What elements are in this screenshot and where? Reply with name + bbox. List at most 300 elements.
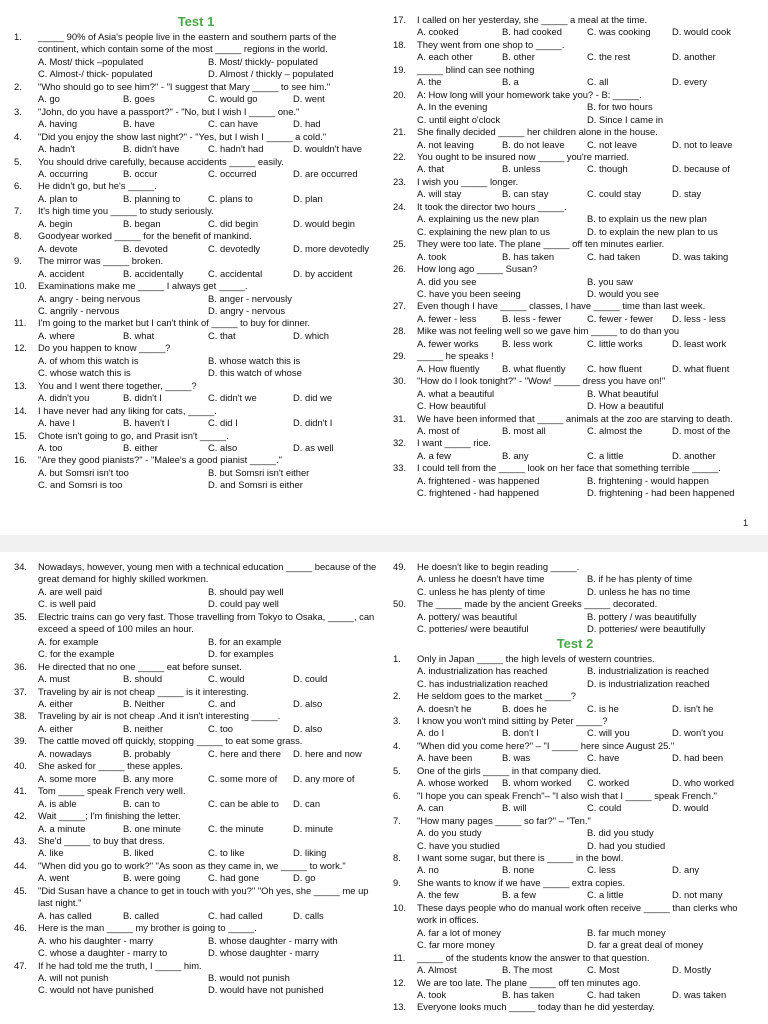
answer-option: B. far much money — [587, 926, 666, 938]
answer-option: C. a little — [587, 449, 624, 461]
question-number: 13. — [393, 1001, 407, 1013]
question-item — [14, 611, 378, 636]
answer-option: B. any more — [123, 772, 174, 784]
answer-option: D. liking — [293, 847, 327, 859]
answer-option: A. devote — [38, 242, 78, 254]
answer-option: D. would begin — [293, 217, 356, 229]
question-number: 7. — [393, 814, 401, 826]
question-number: 40. — [14, 760, 28, 772]
answer-option: D. and Somsri is either — [208, 479, 303, 491]
question-text: The cattle moved off quickly, stopping _____ to eat some grass. — [38, 735, 303, 747]
answer-option: D. to explain the new plan to us — [587, 225, 718, 237]
answer-option: A. angry - being nervous — [38, 292, 141, 304]
answer-option: B. planning to — [123, 192, 181, 204]
question-text: Electric trains can go very fast. Those travelling from Tokyo to Osaka, _____, can exceed a speed of 100 miles an hour. — [38, 610, 375, 635]
question-text: Everyone looks much _____ today than he did yesterday. — [417, 1001, 655, 1013]
question-number: 10. — [393, 901, 407, 913]
answer-option: A. accident — [38, 267, 85, 279]
answer-option: B. Most/ thickly- populated — [208, 55, 318, 67]
question-item — [14, 760, 378, 772]
answer-option: C. was cooking — [587, 26, 651, 38]
answer-options — [393, 26, 757, 38]
page1-right-column — [393, 14, 757, 500]
question-number: 39. — [14, 735, 28, 747]
answer-option: C. how fluent — [587, 362, 642, 374]
answer-options — [14, 330, 378, 342]
answer-option: A. too — [38, 441, 63, 453]
answer-option: C. can be able to — [208, 797, 279, 809]
question-text: "Are they good pianists?" - "Malee's a good pianist _____." — [38, 454, 282, 466]
answer-options — [393, 475, 757, 500]
answer-option: A. frightened - was happened — [417, 474, 540, 486]
question-text: Examinations make me _____ I always get _____. — [38, 280, 248, 292]
answer-option: A. the — [417, 76, 442, 88]
answer-option: B. what — [123, 329, 155, 341]
question-text: We have been informed that _____ animals at the zoo are starving to death. — [417, 412, 733, 424]
question-text: Traveling by air is not cheap _____ is it interesting. — [38, 685, 249, 697]
question-number: 45. — [14, 884, 28, 896]
page-separator — [0, 535, 768, 552]
question-item — [14, 710, 378, 722]
answer-option: A. In the evening — [417, 101, 488, 113]
answer-options — [14, 798, 378, 810]
answer-option: C. whose watch this is — [38, 367, 131, 379]
answer-option: B. does he — [502, 702, 547, 714]
answer-option: D. plan — [293, 192, 323, 204]
answer-option: D. not many — [672, 889, 723, 901]
answer-option: D. any — [672, 864, 700, 876]
answer-option: D. potteries/ were beautifully — [587, 623, 706, 635]
answer-options — [393, 573, 757, 598]
question-item — [14, 785, 378, 797]
question-number: 1. — [14, 31, 22, 42]
question-item — [393, 14, 757, 26]
answer-option: C. have — [587, 752, 620, 764]
question-text: These days people who do manual work often receive _____ than clerks who work in offices. — [417, 901, 738, 926]
question-number: 25. — [393, 238, 407, 250]
answer-option: A. that — [417, 163, 445, 175]
answer-option: B. one minute — [123, 822, 181, 834]
answer-option: A. for example — [38, 635, 99, 647]
test-1-title: Test 1 — [177, 14, 215, 29]
question-number: 47. — [14, 959, 28, 971]
answer-option: A. occurring — [38, 167, 89, 179]
answer-options — [393, 864, 757, 876]
question-text: _____ of the students know the answer to that question. — [417, 951, 650, 963]
answer-option: D. every — [672, 76, 707, 88]
question-item — [14, 735, 378, 747]
answer-option: D. another — [672, 51, 716, 63]
question-text: I know you won't mind sitting by Peter _____? — [417, 714, 608, 726]
question-number: 5. — [14, 155, 22, 167]
answer-option: C. can have — [208, 118, 259, 130]
answer-option: D. How a beautiful — [587, 400, 664, 412]
answer-option: C. Most — [587, 964, 620, 976]
question-item — [14, 922, 378, 934]
answer-option: C. whose a daughter - marry to — [38, 947, 168, 959]
answer-option: A. not leaving — [417, 138, 474, 150]
answer-option: D. what fluent — [672, 362, 730, 374]
answer-option: B. less work — [502, 337, 553, 349]
answer-option: C. could — [587, 802, 622, 814]
answer-option: A. go — [38, 93, 60, 105]
answer-option: C. would — [208, 673, 245, 685]
question-item — [393, 561, 757, 573]
question-number: 34. — [14, 561, 28, 572]
answer-options — [393, 51, 757, 63]
question-item — [393, 690, 757, 702]
answer-options — [393, 76, 757, 88]
answer-option: A. having — [38, 118, 78, 130]
answer-options — [393, 802, 757, 814]
page2-right-column — [393, 561, 757, 1014]
question-number: 36. — [14, 660, 28, 672]
question-text: She finally decided _____ her children alone in the house. — [417, 126, 658, 138]
answer-options — [14, 773, 378, 785]
question-number: 20. — [393, 88, 407, 100]
answer-option: B. less - fewer — [502, 312, 562, 324]
answer-options — [14, 417, 378, 429]
answer-option: B. would not punish — [208, 971, 290, 983]
question-number: 16. — [14, 454, 28, 466]
answer-option: A. who his daughter - marry — [38, 934, 154, 946]
question-number: 10. — [14, 280, 28, 292]
answer-option: A. explaining us the new plan — [417, 213, 539, 225]
answer-option: A. each other — [417, 51, 473, 63]
question-number: 11. — [393, 951, 406, 963]
answer-option: A. went — [38, 872, 70, 884]
answer-option: D. would you see — [587, 287, 659, 299]
question-text: Nowadays, however, young men with a technical education _____ because of the great demand for highly skilled workmen. — [38, 561, 377, 585]
answer-option: B. Neither — [123, 697, 165, 709]
question-text: Traveling by air is not cheap .And it isn't interesting _____. — [38, 710, 281, 722]
answer-option: C. that — [208, 329, 236, 341]
answer-option: D. less - less — [672, 312, 726, 324]
answer-option: C. explaining the new plan to us — [417, 225, 550, 237]
answer-option: C. fewer - fewer — [587, 312, 654, 324]
answer-option: D. went — [293, 93, 325, 105]
answer-option: A. plan to — [38, 192, 78, 204]
question-item — [393, 263, 757, 275]
answer-option: C. less — [587, 864, 616, 876]
question-number: 8. — [393, 851, 401, 863]
answer-option: D. had been — [672, 752, 724, 764]
answer-option: D. could pay well — [208, 598, 279, 610]
question-item — [14, 106, 378, 118]
answer-option: C. and Somsri is too — [38, 479, 123, 491]
answer-options — [14, 355, 378, 380]
answer-option: C. to like — [208, 847, 245, 859]
answer-option: C. also — [208, 441, 238, 453]
answer-option: A. didn't you — [38, 392, 90, 404]
question-item — [393, 39, 757, 51]
answer-option: C. had taken — [587, 988, 641, 1000]
question-number: 28. — [393, 325, 407, 337]
answer-option: A. what a beautiful — [417, 387, 495, 399]
answer-option: A. has called — [38, 909, 92, 921]
answer-option: B. accidentally — [123, 267, 184, 279]
answer-option: D. had you studied — [587, 839, 666, 851]
answer-option: D. not to leave — [672, 138, 733, 150]
question-item — [393, 201, 757, 213]
answer-option: D. who worked — [672, 777, 735, 789]
question-text: We are too late. The plane _____ off ten minutes ago. — [417, 976, 641, 988]
answer-option: C. all — [587, 76, 609, 88]
answer-option: C. unless he has plenty of time — [417, 585, 546, 597]
answer-option: B. can stay — [502, 188, 549, 200]
question-item — [393, 1001, 757, 1013]
answer-options — [14, 243, 378, 255]
question-number: 26. — [393, 263, 407, 275]
answer-option: D. also — [293, 697, 323, 709]
answer-option: A. fewer - less — [417, 312, 477, 324]
answer-option: A. took — [417, 250, 447, 262]
answer-option: B. none — [502, 864, 535, 876]
answer-option: A. took — [417, 988, 447, 1000]
question-number: 46. — [14, 922, 28, 934]
question-number: 19. — [393, 63, 407, 75]
answer-options — [14, 910, 378, 922]
answer-options — [393, 139, 757, 151]
answer-options — [14, 193, 378, 205]
question-number: 4. — [14, 130, 22, 142]
question-number: 3. — [14, 105, 22, 117]
answer-option: A. pottery/ was beautiful — [417, 610, 518, 622]
answer-option: D. Since I came in — [587, 113, 664, 125]
question-text: A: How long will your homework take you? - B: _____. — [417, 88, 642, 100]
answer-option: B. goes — [123, 93, 155, 105]
question-text: I want _____ rice. — [417, 437, 492, 449]
answer-option: B. probably — [123, 747, 171, 759]
answer-options — [14, 698, 378, 710]
question-text: They were too late. The plane _____ off ten minutes earlier. — [417, 238, 665, 250]
answer-option: B. called — [123, 909, 159, 921]
question-text: She asked for _____ these apples. — [38, 760, 183, 772]
answer-option: A. do I — [417, 727, 445, 739]
question-number: 11. — [14, 317, 27, 329]
answer-option: C. will you — [587, 727, 630, 739]
answer-options — [393, 752, 757, 764]
page1-left-column — [14, 14, 378, 492]
answer-option: A. doesn't he — [417, 702, 472, 714]
answer-option: C. has industrialization reached — [417, 677, 548, 689]
answer-option: B. were going — [123, 872, 181, 884]
answer-options — [393, 251, 757, 263]
question-item — [14, 454, 378, 466]
answer-option: B. most all — [502, 424, 546, 436]
question-item — [393, 462, 757, 474]
answer-option: C. and — [208, 697, 236, 709]
question-text: I'm going to the market but I can't think of _____ to buy for dinner. — [38, 317, 310, 329]
answer-options — [14, 972, 378, 997]
answer-option: B. was — [502, 752, 531, 764]
question-item — [14, 205, 378, 217]
answer-option: D. as well — [293, 441, 334, 453]
question-item — [14, 860, 378, 872]
answer-options — [14, 118, 378, 130]
question-text: Tom _____ speak French very well. — [38, 785, 186, 797]
answer-option: A. far a lot of money — [417, 926, 501, 938]
answer-option: B. any — [502, 449, 529, 461]
question-item — [14, 31, 378, 56]
answer-option: C. for the example — [38, 648, 115, 660]
question-text: Here is the man _____ my brother is going to _____. — [38, 922, 257, 934]
question-number: 22. — [393, 150, 407, 162]
question-item — [14, 885, 378, 910]
answer-option: C. far more money — [417, 939, 495, 951]
answer-option: B. have — [123, 118, 155, 130]
answer-option: C. accidental — [208, 267, 263, 279]
page-2 — [0, 552, 768, 1024]
answer-options — [14, 467, 378, 492]
answer-option: C. though — [587, 163, 628, 175]
answer-option: C. Almost-/ thick- populated — [38, 68, 153, 80]
answer-option: B. liked — [123, 847, 154, 859]
answer-option: C. almost the — [587, 424, 643, 436]
question-number: 15. — [14, 429, 28, 441]
question-item — [393, 151, 757, 163]
answer-option: A. nowadays — [38, 747, 92, 759]
answer-option: D. most of the — [672, 424, 731, 436]
question-number: 23. — [393, 175, 407, 187]
answer-option: D. minute — [293, 822, 334, 834]
answer-option: C. did I — [208, 417, 238, 429]
answer-option: D. whose daughter - marry — [208, 947, 319, 959]
question-text: "Who should go to see him?" - "I suggest that Mary _____ to see him." — [38, 80, 331, 92]
question-item — [14, 561, 378, 586]
answer-option: B. whom worked — [502, 777, 572, 789]
answer-option: D. frightening - had been happened — [587, 487, 735, 499]
answer-option: A. the few — [417, 889, 459, 901]
answer-option: A. whose worked — [417, 777, 489, 789]
answer-option: C. could stay — [587, 188, 642, 200]
question-item — [393, 977, 757, 989]
answer-options — [14, 723, 378, 735]
answer-option: A. can — [417, 802, 444, 814]
question-number: 6. — [393, 789, 401, 801]
answer-option: C. a little — [587, 889, 624, 901]
answer-options — [14, 872, 378, 884]
answer-option: A. most of — [417, 424, 460, 436]
answer-option: A. Most/ thick –populated — [38, 55, 144, 67]
answer-option: D. did we — [293, 392, 333, 404]
answer-options — [393, 989, 757, 1001]
answer-option: D. would — [672, 802, 709, 814]
answer-option: D. unless he has no time — [587, 585, 691, 597]
question-number: 21. — [393, 126, 407, 138]
question-item — [393, 238, 757, 250]
question-item — [393, 653, 757, 665]
answer-option: D. was taking — [672, 250, 729, 262]
answer-option: B. for two hours — [587, 101, 653, 113]
question-text: _____ 90% of Asia's people live in the eastern and southern parts of the continent, which contain some of the most _____ regions in the world. — [38, 31, 337, 55]
question-text: _____ blind can see nothing — [417, 63, 535, 75]
answer-option: D. this watch of whose — [208, 367, 302, 379]
question-text: I have never had any liking for cats, _____. — [38, 404, 217, 416]
answer-option: D. would have not punished — [208, 984, 324, 996]
answer-options — [14, 268, 378, 280]
question-item — [14, 835, 378, 847]
answer-options — [393, 388, 757, 413]
answer-option: C. too — [208, 722, 234, 734]
question-item — [393, 902, 757, 927]
answer-option: D. stay — [672, 188, 702, 200]
answer-option: B. do not leave — [502, 138, 565, 150]
question-item — [393, 126, 757, 138]
question-text: "Did you enjoy the show last night?" - "Yes, but I wish I _____ a cold." — [38, 130, 327, 142]
question-item — [14, 686, 378, 698]
answer-option: B. did you study — [587, 827, 654, 839]
answer-option: A. either — [38, 697, 73, 709]
question-item — [14, 131, 378, 143]
answer-option: D. Almost / thickly – populated — [208, 68, 334, 80]
answer-option: D. go — [293, 872, 316, 884]
answer-option: D. are occurred — [293, 167, 358, 179]
answer-option: D. could — [293, 673, 328, 685]
answer-option: C. some more of — [208, 772, 278, 784]
answer-option: A. do you study — [417, 827, 482, 839]
question-number: 50. — [393, 598, 407, 610]
answer-options — [14, 748, 378, 760]
answer-option: B. to explain us the new plan — [587, 213, 707, 225]
answer-option: A. industrialization has reached — [417, 665, 548, 677]
question-text: Even though I have _____ classes, I have _____ time than last week. — [417, 300, 706, 312]
answer-option: A. where — [38, 329, 75, 341]
answer-option: D. by accident — [293, 267, 353, 279]
answer-option: C. had taken — [587, 250, 641, 262]
question-item — [393, 176, 757, 188]
question-item — [393, 740, 757, 752]
answer-option: A. but Somsri isn't too — [38, 466, 129, 478]
answer-option: B. should — [123, 673, 163, 685]
answer-option: A. fewer works — [417, 337, 479, 349]
answer-option: C. devotedly — [208, 242, 261, 254]
question-text: One of the girls _____ in that company died. — [417, 764, 601, 776]
answer-option: B. a few — [502, 889, 536, 901]
answer-option: B. had cooked — [502, 26, 562, 38]
answer-option: B. for an example — [208, 635, 282, 647]
answer-option: B. neither — [123, 722, 164, 734]
question-number: 17. — [393, 14, 407, 25]
answer-option: A. will not punish — [38, 971, 109, 983]
question-text: Only in Japan _____ the high levels of western countries. — [417, 652, 655, 664]
question-item — [393, 375, 757, 387]
question-item — [393, 64, 757, 76]
answer-option: A. Almost — [417, 964, 457, 976]
answer-option: A. a few — [417, 449, 451, 461]
question-number: 35. — [14, 610, 28, 622]
answer-option: C. had called — [208, 909, 263, 921]
answer-options — [393, 703, 757, 715]
question-text: I could tell from the _____ look on her face that something terrible _____. — [417, 462, 721, 474]
answer-options — [14, 56, 378, 81]
question-text: "How do I look tonight?" - "Wow! _____ dress you have on!" — [417, 375, 666, 387]
question-item — [14, 280, 378, 292]
page-number: 1 — [742, 518, 748, 528]
answer-option: A. like — [38, 847, 64, 859]
answer-options — [393, 889, 757, 901]
question-item — [393, 325, 757, 337]
answer-option: A. is able — [38, 797, 77, 809]
question-number: 38. — [14, 710, 28, 722]
answer-option: D. wouldn't have — [293, 143, 363, 155]
answer-option: B. didn't I — [123, 392, 162, 404]
answer-option: B. has taken — [502, 250, 555, 262]
page2-left-column — [14, 561, 378, 997]
answer-options — [393, 727, 757, 739]
question-item — [393, 437, 757, 449]
answer-option: C. here and there — [208, 747, 281, 759]
